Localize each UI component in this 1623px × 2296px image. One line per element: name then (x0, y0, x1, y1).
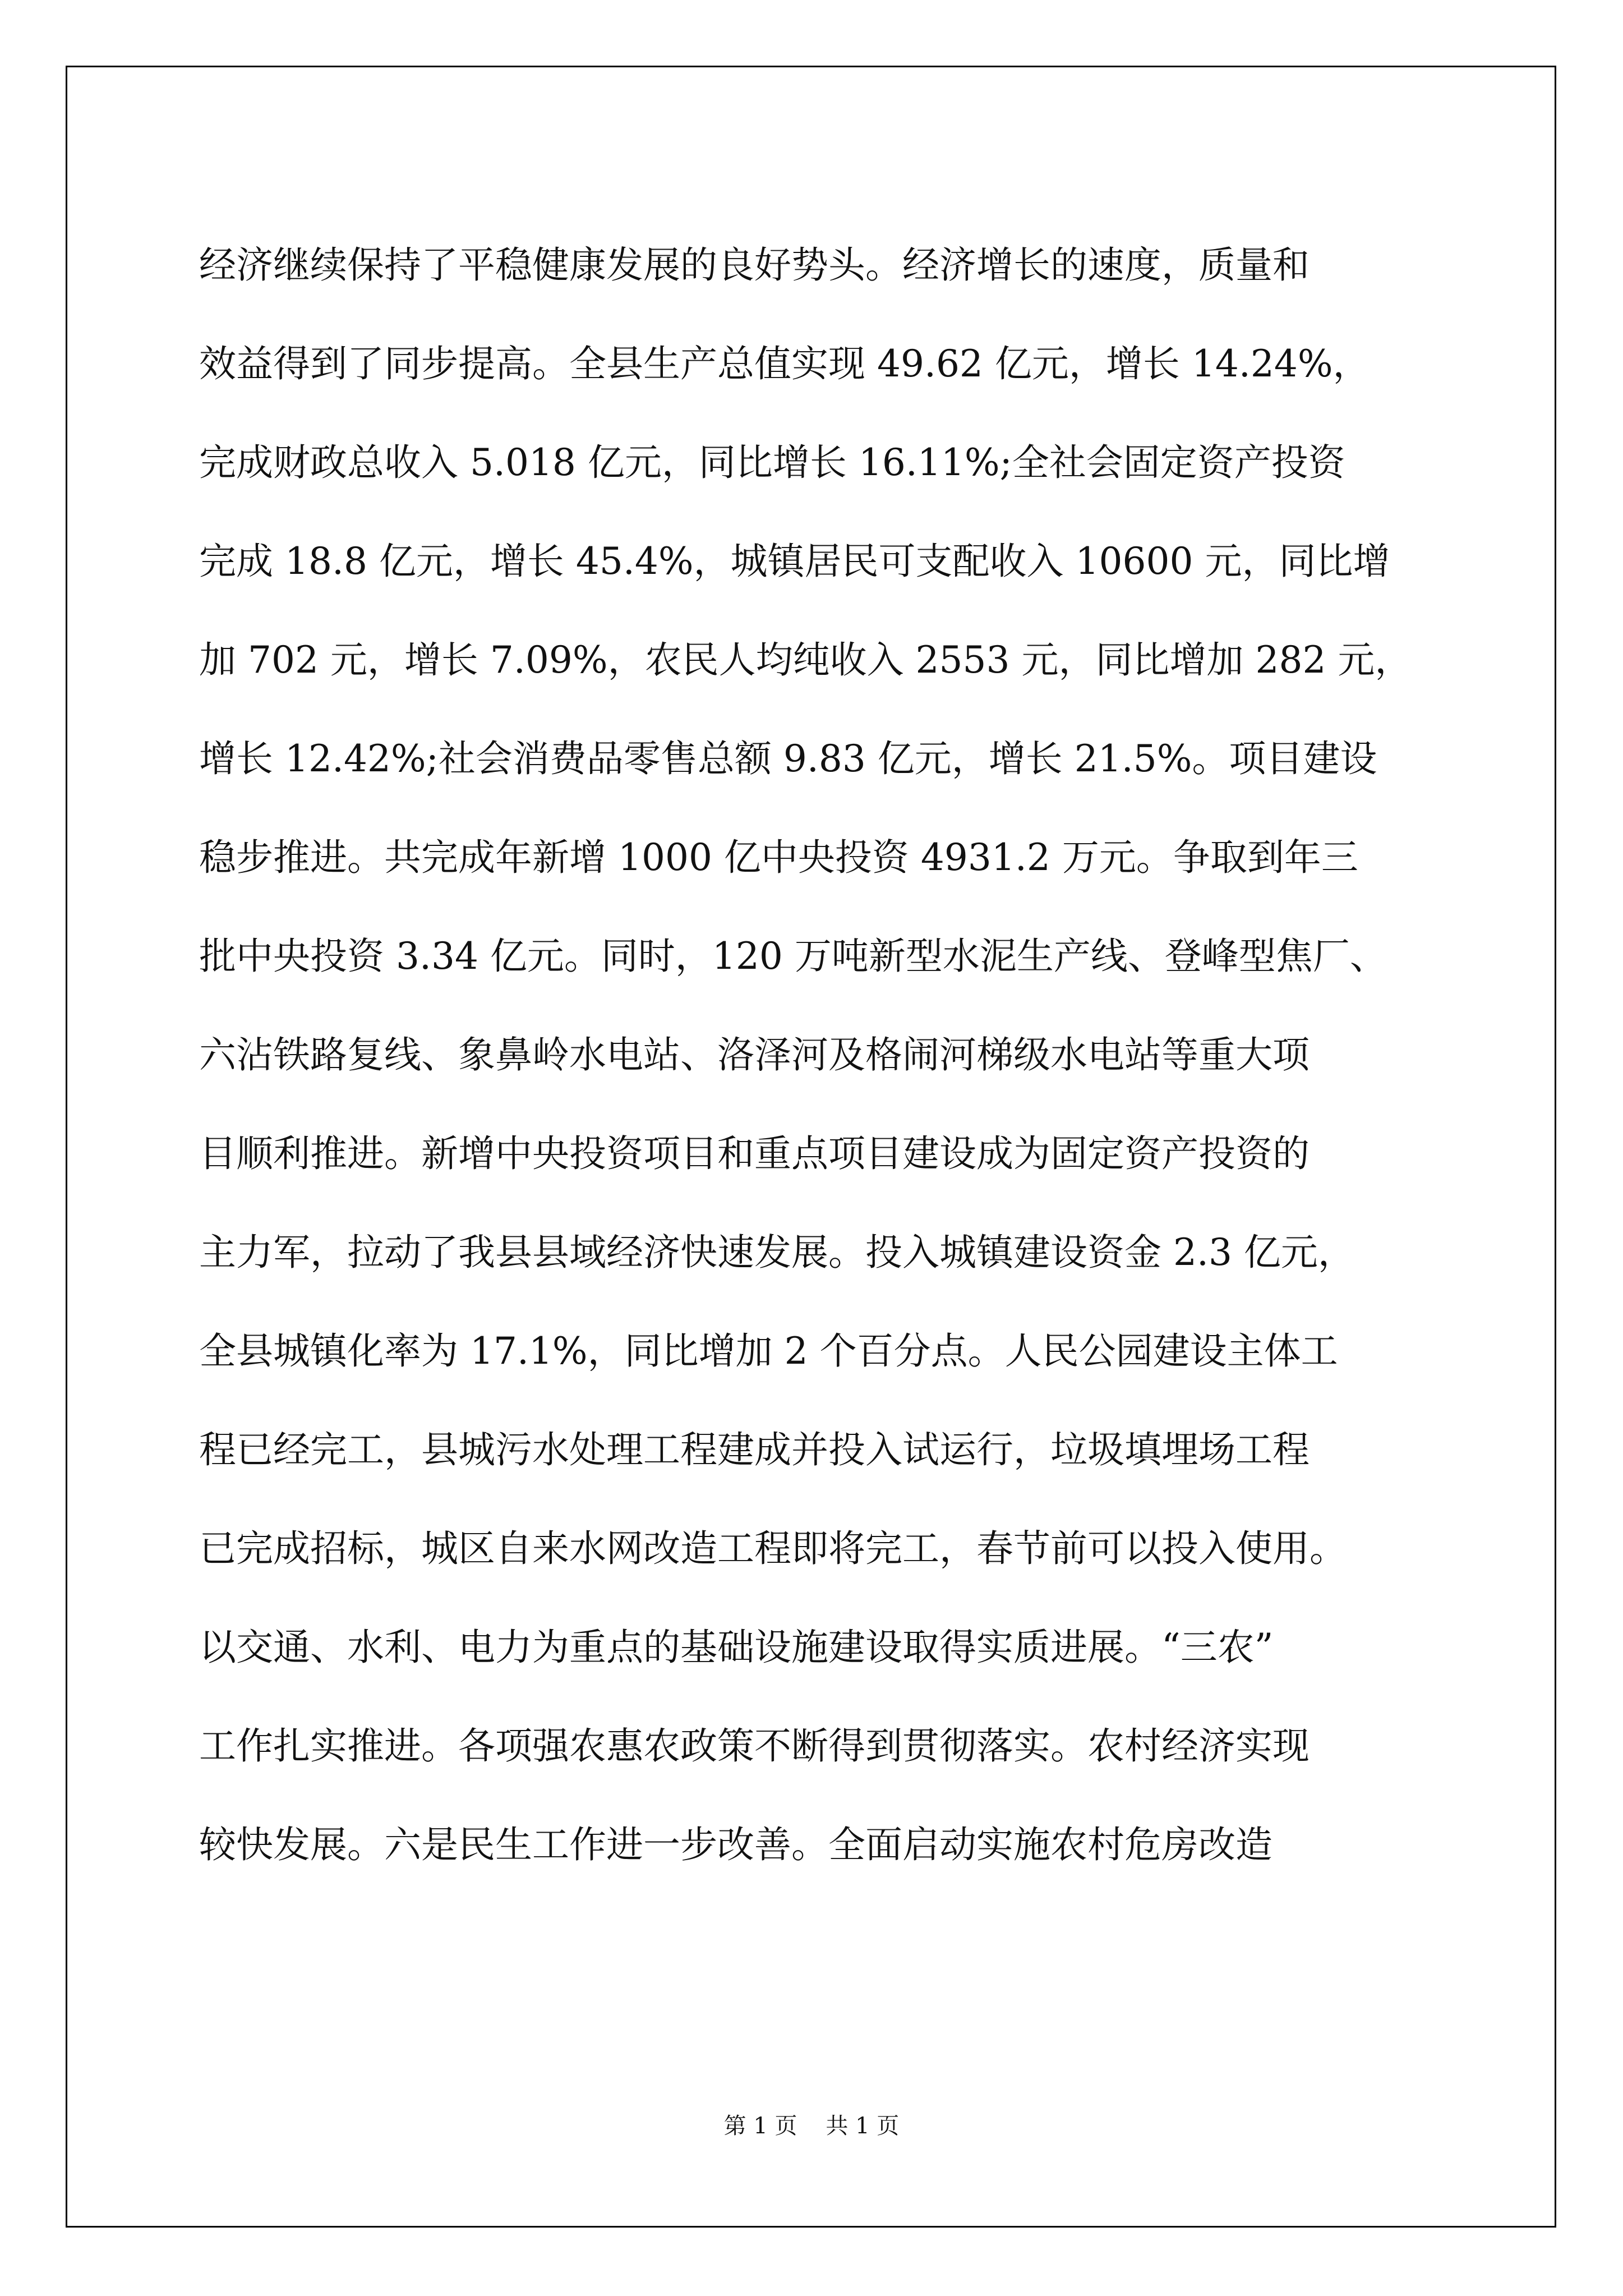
text-line: 已完成招标，城区自来水网改造工程即将完工，春节前可以投入使用。 (199, 1527, 1347, 1570)
text-line: 增长 12.42%;社会消费品零售总额 9.83 亿元，增长 21.5%。项目建设 (199, 737, 1377, 780)
text-line: 经济继续保持了平稳健康发展的良好势头。经济增长的速度，质量和 (199, 243, 1310, 287)
text-line: 工作扎实推进。各项强农惠农政策不断得到贯彻落实。农村经济实现 (199, 1724, 1310, 1768)
text-line: 六沾铁路复线、象鼻岭水电站、洛泽河及格闹河梯级水电站等重大项 (199, 1033, 1310, 1076)
text-line: 完成财政总收入 5.018 亿元，同比增长 16.11%;全社会固定资产投资 (199, 441, 1345, 484)
document-body (199, 216, 1478, 1894)
page-footer (0, 2109, 1623, 2143)
text-line: 完成 18.8 亿元，增长 45.4%，城镇居民可支配收入 10600 元，同比增 (199, 540, 1390, 583)
text-line: 以交通、水利、电力为重点的基础设施建设取得实质进展。“三农” (199, 1626, 1274, 1669)
text-line: 主力军，拉动了我县县域经济快速发展。投入城镇建设资金 2.3 亿元， (199, 1231, 1355, 1274)
text-line: 加 702 元，增长 7.09%，农民人均纯收入 2553 元，同比增加 282 元， (199, 638, 1412, 682)
text-line: 目顺利推进。新增中央投资项目和重点项目建设成为固定资产投资的 (199, 1132, 1310, 1175)
text-line: 程已经完工，县城污水处理工程建成并投入试运行，垃圾填埋场工程 (199, 1428, 1310, 1471)
page-total: 共 1 页 (826, 2113, 900, 2139)
text-line: 效益得到了同步提高。全县生产总值实现 49.62 亿元，增长 14.24%， (199, 342, 1370, 385)
text-line: 全县城镇化率为 17.1%，同比增加 2 个百分点。人民公园建设主体工 (199, 1329, 1338, 1373)
text-line: 批中央投资 3.34 亿元。同时，120 万吨新型水泥生产线、登峰型焦厂、 (199, 935, 1387, 978)
text-line: 较快发展。六是民生工作进一步改善。全面启动实施农村危房改造 (199, 1823, 1272, 1866)
page-number: 第 1 页 (723, 2113, 797, 2139)
footer-spacer (797, 2113, 826, 2139)
text-line: 稳步推进。共完成年新增 1000 亿中央投资 4931.2 万元。争取到年三 (199, 836, 1358, 879)
